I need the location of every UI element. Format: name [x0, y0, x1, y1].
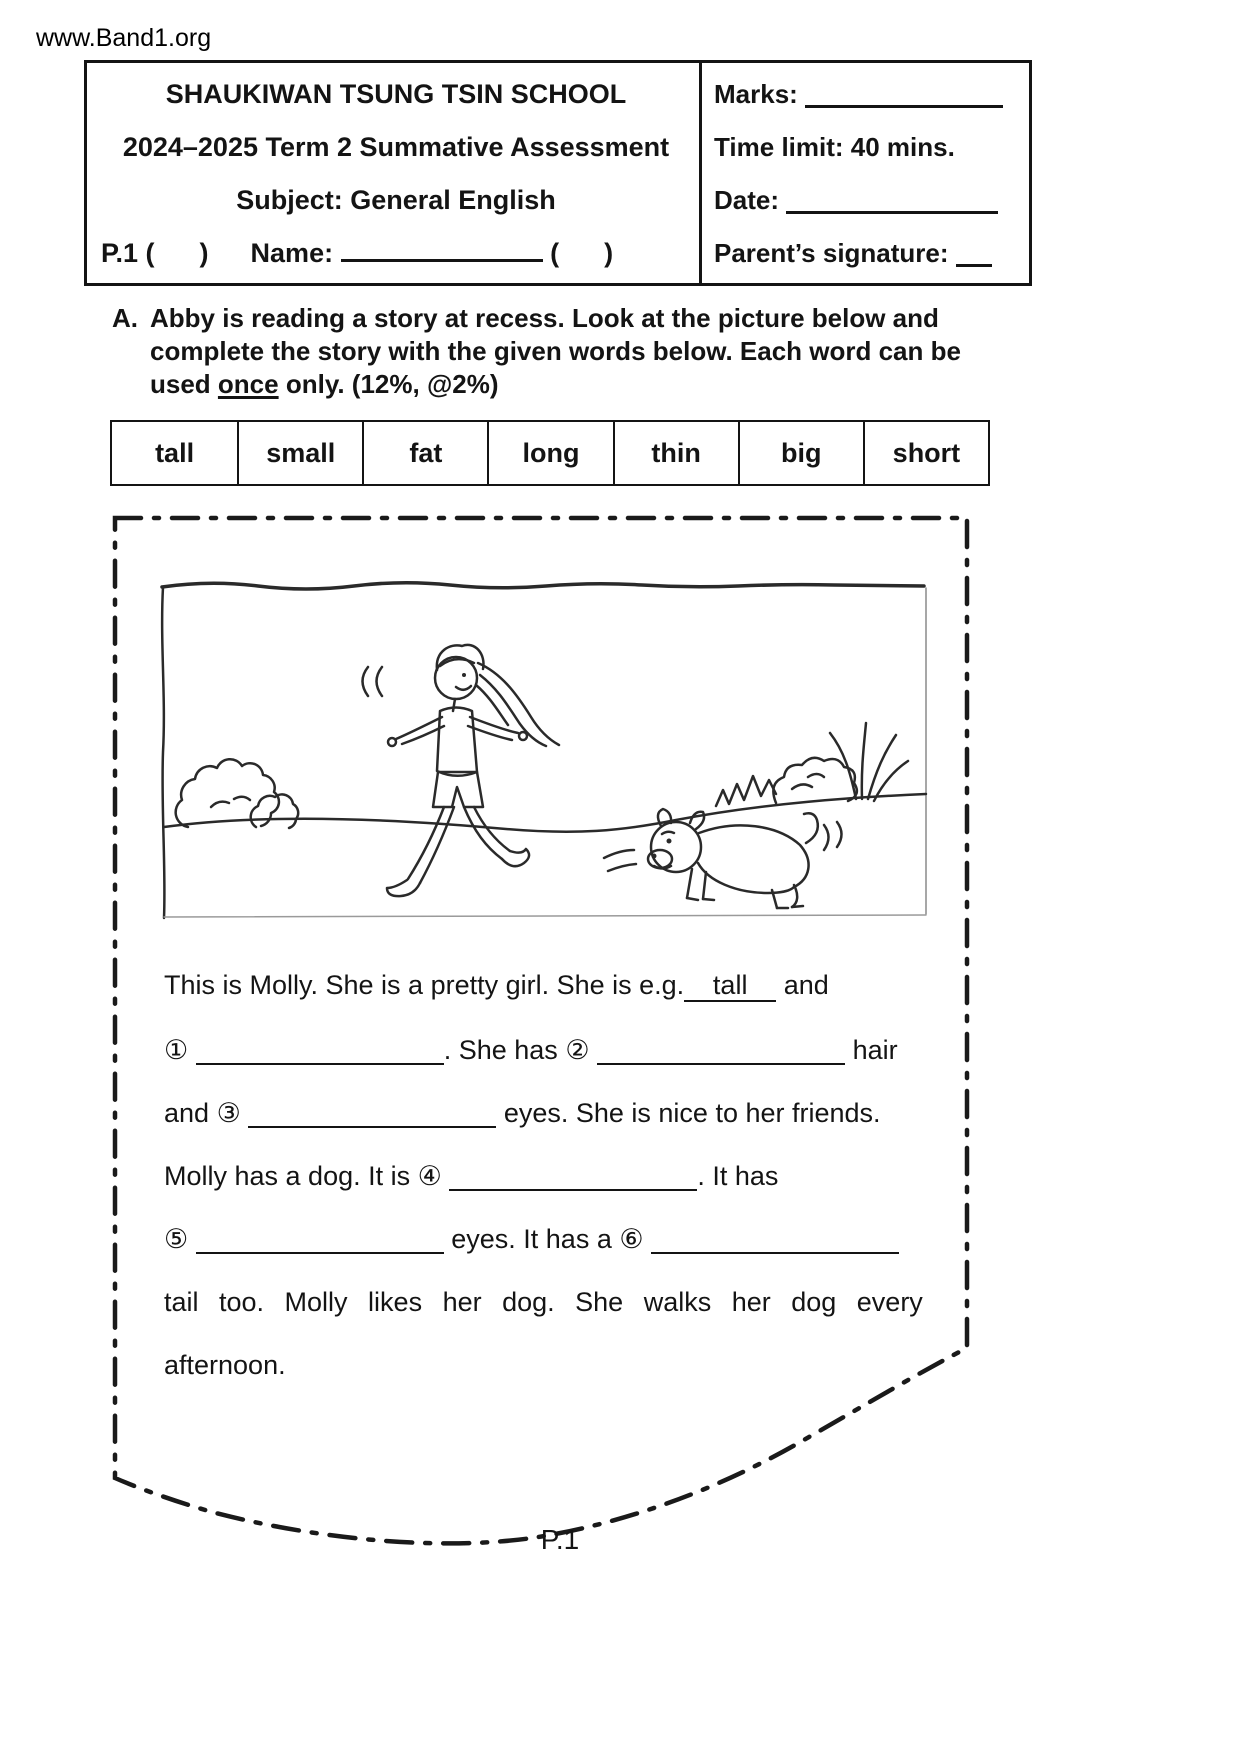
subject-line: Subject: General English [236, 185, 556, 215]
story-line-2-mid: . She has [443, 1035, 558, 1065]
marks-blank [805, 94, 1003, 108]
header-right-column [699, 63, 1029, 283]
story-line-5-mid: eyes. It has a [451, 1224, 612, 1254]
marks-row [714, 79, 1023, 110]
class-name-row [101, 238, 691, 269]
date-blank [786, 200, 998, 214]
story-line-1-end: and [783, 970, 829, 1000]
date-label: Date: [714, 185, 780, 215]
instruction-text-after: only. (12%, @2%) [278, 369, 499, 399]
blank-number-6: ⑥ [619, 1224, 644, 1254]
class-label: P.1 ( ) [101, 238, 209, 268]
story-line-7: afternoon. [164, 1350, 286, 1380]
blank-number-1: ① [164, 1035, 189, 1065]
story-line-5 [164, 1225, 939, 1254]
signature-label: Parent’s signature: [714, 238, 949, 268]
assessment-title: 2024–2025 Term 2 Summative Assessment [122, 132, 670, 162]
blank-number-5: ⑤ [164, 1224, 189, 1254]
blank-number-3: ③ [216, 1098, 241, 1128]
blank-4 [449, 1177, 697, 1191]
girl-figure [363, 645, 560, 896]
school-name: SHAUKIWAN TSUNG TSIN SCHOOL [165, 79, 627, 109]
example-answer-blank: tall [684, 971, 776, 1002]
date-row [714, 185, 1023, 216]
word-bank-cell-tall: tall [155, 437, 195, 468]
bush-right [716, 723, 908, 806]
blank-3 [248, 1114, 496, 1128]
blank-5 [196, 1240, 444, 1254]
name-blank [341, 248, 543, 262]
page-number: P.1 [540, 1524, 580, 1555]
blank-number-4: ④ [417, 1161, 442, 1191]
word-bank-table [110, 420, 990, 486]
header-left-column [87, 63, 699, 283]
watermark-url: www.Band1.org [36, 24, 212, 52]
story-line-2 [164, 1036, 939, 1065]
story-line-2-end: hair [852, 1035, 898, 1065]
story-line-1 [164, 971, 939, 1002]
signature-row [714, 238, 1023, 269]
blank-6 [651, 1240, 899, 1254]
story-line-1-text: This is Molly. She is a pretty girl. She is e.g. [164, 970, 685, 1000]
instruction-underlined-word: once [217, 369, 279, 399]
section-a-instructions [112, 302, 998, 401]
story-picture [156, 575, 934, 925]
word-bank-cell-thin: thin [613, 422, 738, 484]
story-line-3 [164, 1099, 939, 1128]
name-suffix: ( ) [550, 238, 614, 268]
word-bank-cell-short: short [863, 422, 988, 484]
story-line-4-end: . It has [697, 1161, 779, 1191]
instruction-text-before: Abby is reading a story at recess. Look at the picture below and complete the story with the given words below. Each word can be used [150, 303, 961, 399]
dog-figure [604, 809, 842, 908]
picture-frame-lines [162, 583, 926, 918]
word-bank-cell-small: small [237, 422, 362, 484]
blank-2 [597, 1051, 845, 1065]
exam-header-box [84, 60, 1032, 286]
section-a-text [150, 302, 998, 401]
story-illustration [156, 575, 934, 925]
word-bank-cell-big: big [738, 422, 863, 484]
story-line-3-start: and [164, 1098, 210, 1128]
name-label: Name: [250, 238, 334, 268]
blank-number-2: ② [565, 1035, 590, 1065]
story-line-6: tail too. Molly likes her dog. She walks her dog every [164, 1287, 923, 1317]
signature-blank [956, 253, 992, 267]
story-line-3-end: eyes. She is nice to her friends. [503, 1098, 881, 1128]
word-bank-cell-long: long [487, 422, 612, 484]
blank-1 [196, 1051, 444, 1065]
marks-label: Marks: [714, 79, 798, 109]
story-text [164, 971, 939, 1414]
word-bank-cell-fat: fat [362, 422, 487, 484]
time-limit: Time limit: 40 mins. [714, 132, 955, 162]
story-line-4-start: Molly has a dog. It is [164, 1161, 411, 1191]
story-line-4 [164, 1162, 939, 1191]
section-a-label: A. [112, 303, 138, 333]
dashed-cutout-section [112, 515, 972, 1580]
